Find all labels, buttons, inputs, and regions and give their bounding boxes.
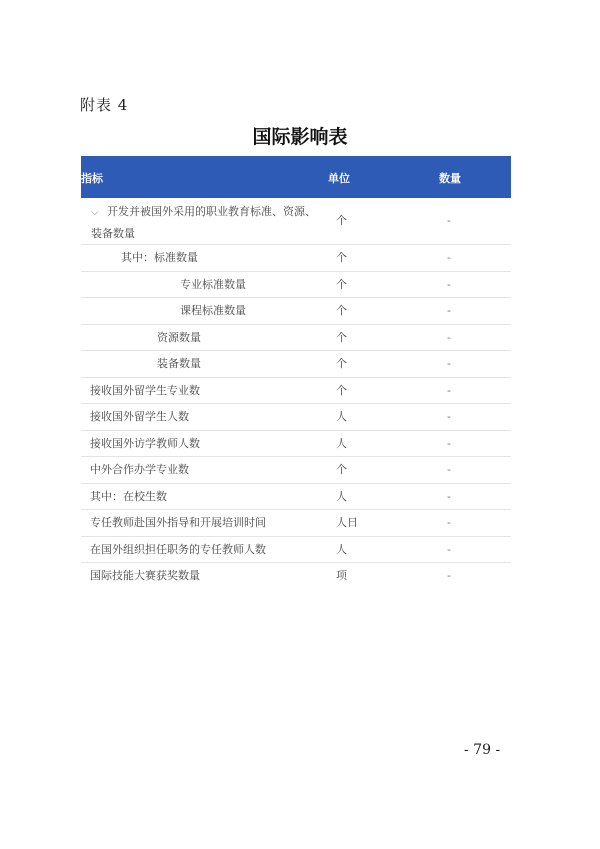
row-label: 其中：标准数量 bbox=[121, 251, 198, 264]
row-qty: - bbox=[447, 277, 451, 291]
appendix-label: 附表 4 bbox=[80, 96, 129, 114]
row-unit: 人 bbox=[336, 542, 347, 556]
row-unit: 人 bbox=[336, 489, 347, 503]
table-row bbox=[81, 484, 511, 511]
page-title: 国际影响表 bbox=[252, 126, 348, 148]
row-qty: - bbox=[447, 304, 451, 317]
header-quantity: 数量 bbox=[439, 172, 461, 185]
row-unit: 个 bbox=[336, 383, 347, 397]
header-unit: 单位 bbox=[328, 172, 350, 185]
international-influence-table bbox=[81, 156, 511, 589]
row-unit: 个 bbox=[336, 251, 347, 264]
row-qty: - bbox=[447, 214, 451, 227]
row-label: 中外合作办学专业数 bbox=[90, 463, 189, 476]
row-unit: 人 bbox=[336, 410, 347, 423]
row-label: 其中：在校生数 bbox=[90, 489, 167, 503]
row-qty: - bbox=[447, 357, 451, 370]
header-indicator: 指标 bbox=[81, 172, 103, 185]
row-qty: - bbox=[447, 542, 451, 556]
table-row bbox=[81, 325, 511, 352]
table-header bbox=[81, 156, 511, 198]
table-row bbox=[81, 563, 511, 589]
page-number: - 79 - bbox=[464, 742, 501, 758]
chevron-down-icon[interactable]: ⌵ bbox=[91, 207, 99, 218]
table-row bbox=[81, 272, 511, 299]
row-label: 装备数量 bbox=[157, 357, 201, 370]
row-unit: 人日 bbox=[336, 516, 358, 529]
row-qty: - bbox=[447, 516, 451, 529]
row-label: 国际技能大赛获奖数量 bbox=[90, 569, 200, 582]
table-row[interactable] bbox=[81, 198, 511, 245]
row-qty: - bbox=[447, 436, 451, 450]
row-unit: 项 bbox=[336, 569, 347, 582]
table-row bbox=[81, 404, 511, 431]
row-label: 在国外组织担任职务的专任教师人数 bbox=[90, 542, 266, 556]
row-label: 接收国外留学生人数 bbox=[90, 410, 189, 423]
row-qty: - bbox=[447, 569, 451, 582]
row-unit: 个 bbox=[336, 357, 347, 370]
row-qty: - bbox=[447, 383, 451, 397]
row-unit: 个 bbox=[336, 277, 347, 291]
row-qty: - bbox=[447, 410, 451, 423]
row-label: 专任教师赴国外指导和开展培训时间 bbox=[90, 516, 266, 529]
row-qty: - bbox=[447, 489, 451, 503]
table-row bbox=[81, 431, 511, 458]
row-unit: 个 bbox=[336, 330, 347, 344]
row-qty: - bbox=[447, 463, 451, 476]
row-qty: - bbox=[447, 251, 451, 264]
table-row bbox=[81, 537, 511, 564]
table-row bbox=[81, 378, 511, 405]
row-unit: 人 bbox=[336, 436, 347, 450]
row-label: 专业标准数量 bbox=[180, 277, 246, 291]
row-label: 开发并被国外采用的职业教育标准、资源、装备数量 bbox=[91, 205, 316, 240]
table-row bbox=[81, 510, 511, 537]
table-row bbox=[81, 351, 511, 378]
row-label: 资源数量 bbox=[157, 330, 201, 344]
row-label: 接收国外访学教师人数 bbox=[90, 436, 200, 450]
row-unit: 个 bbox=[336, 214, 347, 227]
row-unit: 个 bbox=[336, 463, 347, 476]
table-row bbox=[81, 457, 511, 484]
table-row bbox=[81, 245, 511, 272]
row-label: 接收国外留学生专业数 bbox=[90, 383, 200, 397]
row-qty: - bbox=[447, 330, 451, 344]
row-unit: 个 bbox=[336, 304, 347, 317]
row-label: 课程标准数量 bbox=[180, 304, 246, 317]
table-row bbox=[81, 298, 511, 325]
